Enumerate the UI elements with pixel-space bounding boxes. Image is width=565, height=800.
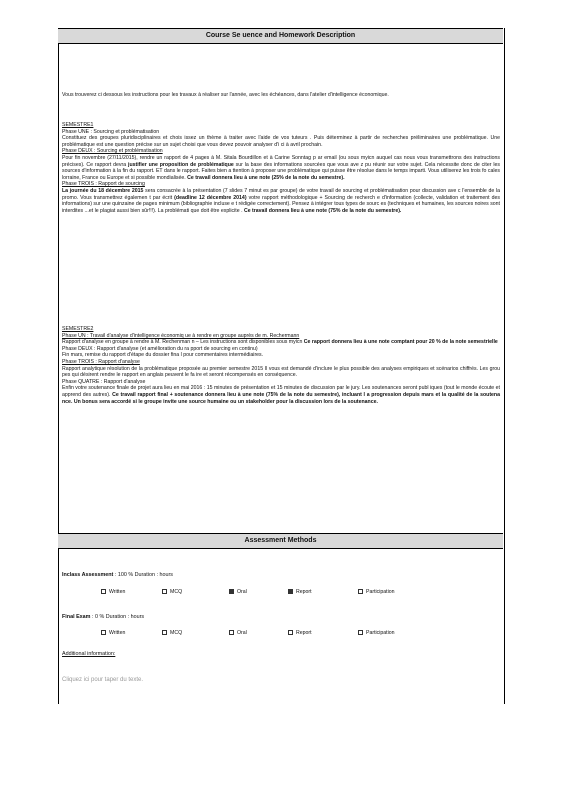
checkbox-icon[interactable]: [101, 589, 106, 594]
phase-deux-title: Phase DEUX : Sourcing et problématisation: [62, 148, 163, 155]
option-label: Written: [109, 589, 126, 595]
option-label: Written: [109, 630, 126, 636]
option-label: MCQ: [170, 589, 183, 595]
s2-phase-trois-title: Phase TROIS : Rapport d'analyse: [62, 358, 140, 365]
phase-trois-title: Phase TROIS : Rapport de sourcing: [62, 181, 145, 188]
assessment-header: Assessment Methods: [58, 533, 503, 549]
inclass-option-participation[interactable]: [358, 589, 395, 595]
phase-trois-text-a: sera consacrée à la présentation (7 slides 7 minut es par groupe) de votre travail de sourcing et problématisation pour discussion ave c l'ensemble de la promo. Vous transmettrez égalemen t par écrit: [62, 187, 500, 201]
phase-deux-bold-a: justifier une proposition de problématique: [128, 161, 234, 168]
s2-phase-un-text: [62, 339, 500, 346]
final-option-participation[interactable]: [358, 630, 395, 636]
checkbox-icon[interactable]: [288, 630, 293, 635]
phase-trois-text: [62, 188, 500, 214]
s2-phase-trois-text: Rapport analytique résolution de la problématique proposée au premier semestre 2015 Il vous est demandé d'inclure le plus possible des analyses empiriques et scénarios chiffrés. Les grou pes qui désirent rendre le rapport en anglais peuvent le fa ire et seront récompensés en conséquence.: [62, 365, 500, 379]
option-label: Oral: [237, 589, 247, 595]
phase-trois-bold-2: (deadline 12 décembre 2014): [174, 194, 247, 201]
semester2-title: SEMESTRE2: [62, 326, 94, 332]
additional-info-input[interactable]: Cliquez ici pour taper du texte.: [62, 677, 144, 683]
option-label: Oral: [237, 630, 247, 636]
s2-phase-un-text-a: Rapport d'analyse en groupe à rendre à M. Rechenman n – Les instructions sont disponibles sous myicn: [62, 339, 303, 346]
inclass-option-written[interactable]: [101, 589, 125, 595]
semester1-section: [62, 122, 500, 214]
semester1-title: SEMESTRE1: [62, 122, 94, 128]
phase-un-title: Phase UNE : Sourcing et problématisation: [62, 128, 160, 135]
final-exam-row: [62, 614, 144, 621]
final-exam-value: : 0 % Duration : hours: [91, 614, 145, 620]
final-option-report[interactable]: [288, 630, 312, 636]
checkbox-icon[interactable]: [288, 589, 293, 594]
option-label: Participation: [366, 630, 395, 636]
additional-info-label: Additional information:: [62, 651, 116, 657]
checkbox-icon[interactable]: [358, 589, 363, 594]
phase-trois-text-b: votre rapport méthodologique + Sourcing de recherch e d'information (collecte, validation et traitement des informations) sur une quinzaine de pages minimum (bibliographie incluse e t rédigée correctement). Pensez à intégrer tous types de sourc es (techniques et humaines, les sources noires sont interdites ...et le plagiat aussi bien sûr!!!). La problémati que doit être explicite .: [62, 194, 500, 214]
semester2-section: [62, 326, 500, 405]
checkbox-icon[interactable]: [162, 589, 167, 594]
intro-text: [62, 92, 500, 99]
checkbox-icon[interactable]: [162, 630, 167, 635]
inclass-label: Inclass Assessment: [62, 572, 114, 578]
inclass-option-mcq[interactable]: [162, 589, 182, 595]
s2-phase-deux-title: Phase DEUX : Rapport d'analyse (et amélioration du ra pport de sourcing en continu): [62, 345, 258, 352]
option-label: Report: [296, 630, 312, 636]
s2-phase-quatre-bold: Ce travail rapport final + soutenance donnera lieu à une note (75% de la note du semestre), incluant l a progression depuis mars et la qualité de la soutena nce. Un bonus sera accordé si le groupe invite une source humaine ou un stakeholder pour la discussion lors de la soutenance.: [62, 391, 500, 405]
phase-trois-bold-1: La journée du 18 décembre 2015: [62, 187, 144, 194]
s2-phase-quatre-title: Phase QUATRE : Rapport d'analyse: [62, 378, 146, 385]
checkbox-icon[interactable]: [101, 630, 106, 635]
s2-phase-quatre-text: [62, 385, 500, 405]
s2-phase-un-title: Phase UN : Travail d'analyse d'intelligence économiq ue à rendre en groupe auprès de m. Rechermann: [62, 332, 300, 339]
option-label: Participation: [366, 589, 395, 595]
phase-un-text: Constituez des groupes pluridisciplinaires et chois issez un thème à traiter avec l'aide de vos tuteurs . Puis déterminez à partir de recherches préliminaires une problématique. Une problématique est une question précise sur un sujet choisi que vous devez pouvoir analyser d'i ci à avril prochain.: [62, 135, 500, 148]
s2-phase-deux-text: Fin mars, remise du rapport d'étape du dossier fina l pour commentaires intermédiaires.: [62, 352, 264, 359]
checkbox-icon[interactable]: [229, 630, 234, 635]
intro-paragraph: Vous trouverez ci dessous les instructions pour les travaux à réaliser sur l'année, avec les échéances, dans l'atelier d'intelligence économique.: [62, 92, 389, 98]
final-option-mcq[interactable]: [162, 630, 182, 636]
phase-trois-bold-3: Ce travail donnera lieu à une note (75% de la note du semestre).: [243, 207, 402, 214]
final-exam-label: Final Exam: [62, 614, 91, 620]
option-label: Report: [296, 589, 312, 595]
checkbox-icon[interactable]: [358, 630, 363, 635]
phase-deux-text-a: Pour fin novembre (27/11/2015), rendre un rapport de 4 pages à M. Sitala Bourdillon et à Carine Sonntag p ar email (ou sous myicn auquel cas nous vous transmettrons des instructions précises). Ce rapport devra: [62, 154, 500, 168]
final-option-oral[interactable]: [229, 630, 247, 636]
section-header: Course Se uence and Homework Description: [58, 28, 503, 44]
phase-deux-text: [62, 155, 500, 181]
phase-deux-text-b: sur la base des informations sourcées que vous ave z pu réunir sur votre sujet. Cela nécessite donc de citer les sources d'information à la fin du rapport. ET dans le rapport. Faites bien a ttention à proposer une problématique qui puisse être résolue dans le temps imparti. Vous utiliserez les trois fo cales lorraine, France ou Europe et si possible mondialisée.: [62, 161, 500, 181]
inclass-assessment-row: [62, 572, 173, 579]
inclass-option-report[interactable]: [288, 589, 312, 595]
checkbox-icon[interactable]: [229, 589, 234, 594]
inclass-value: : 100 % Duration : hours: [114, 572, 173, 578]
phase-deux-bold-end: Ce travail donnera lieu à une note (25% de la note du semestre).: [187, 174, 345, 181]
s2-phase-quatre-text-a: Enfin votre soutenance finale de projet aura lieu en mai 2016 : 15 minutes de présentation et 15 minutes de discussion par le jury. Les soutenances seront publ iques (tout le monde écoute et apprend des autres).: [62, 385, 500, 398]
inclass-option-oral[interactable]: [229, 589, 247, 595]
final-option-written[interactable]: [101, 630, 125, 636]
s2-phase-un-bold: Ce rapport donnera lieu à une note comptant pour 20 % de la note semestrielle: [303, 339, 498, 346]
option-label: MCQ: [170, 630, 183, 636]
